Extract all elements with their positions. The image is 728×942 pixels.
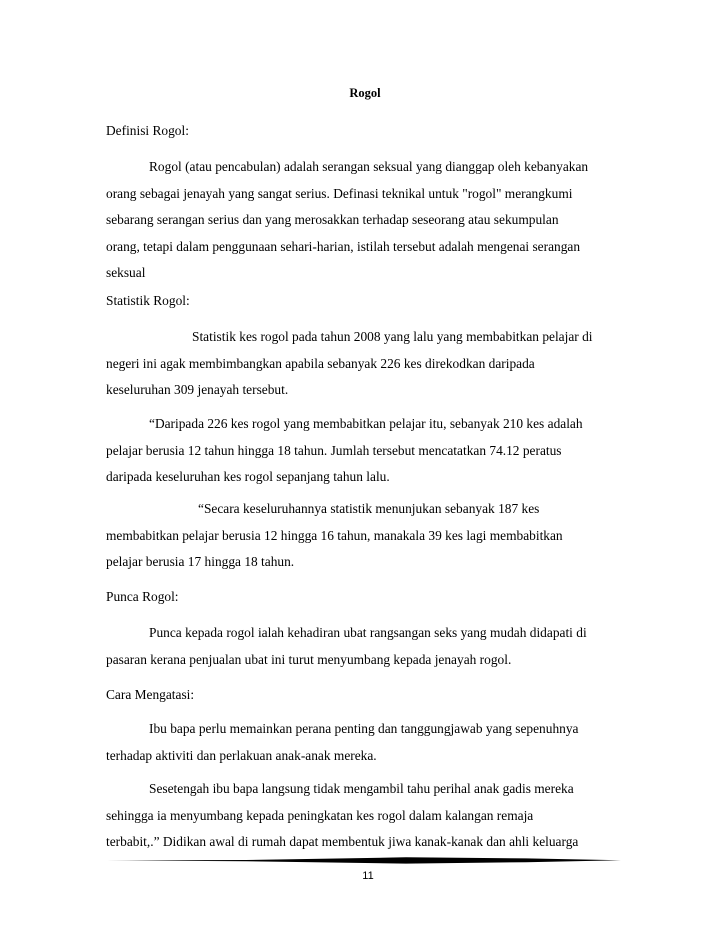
definisi-heading bbox=[106, 118, 626, 145]
heading-text: Definisi Rogol: bbox=[106, 123, 189, 138]
paragraph-line: terbabit,.” Didikan awal di rumah dapat membentuk jiwa kanak-kanak dan ahli keluarga bbox=[106, 834, 579, 849]
paragraph-line: keseluruhan 309 jenayah tersebut. bbox=[106, 382, 289, 397]
paragraph-line: orang, tetapi dalam penggunaan sehari-harian, istilah tersebut adalah mengenai serangan bbox=[106, 238, 581, 254]
paragraph-line: pasaran kerana penjualan ubat ini turut menyumbang kepada jenayah rogol. bbox=[106, 651, 512, 667]
paragraph-line: daripada keseluruhan kes rogol sepanjang tahun lalu. bbox=[106, 469, 390, 484]
paragraph-line: pelajar berusia 12 tahun hingga 18 tahun. Jumlah tersebut mencatatkan 74.12 peratus bbox=[106, 442, 562, 458]
punca-paragraph bbox=[106, 620, 626, 673]
footer-divider-stroke bbox=[106, 857, 621, 863]
paragraph-line: Rogol (atau pencabulan) adalah serangan seksual yang dianggap oleh kebanyakan bbox=[149, 159, 589, 174]
statistik-paragraph-1 bbox=[106, 324, 626, 404]
paragraph-line: “Daripada 226 kes rogol yang membabitkan pelajar itu, sebanyak 210 kes adalah bbox=[149, 416, 583, 431]
statistik-heading bbox=[106, 288, 626, 315]
statistik-paragraph-2 bbox=[106, 411, 626, 491]
paragraph-line: Sesetengah ibu bapa langsung tidak mengambil tahu perihal anak gadis mereka bbox=[149, 781, 574, 796]
paragraph-line: sehingga ia menyumbang kepada peningkatan kes rogol dalam kalangan remaja bbox=[106, 807, 534, 823]
paragraph-line: membabitkan pelajar berusia 12 hingga 16 tahun, manakala 39 kes lagi membabitkan bbox=[106, 527, 563, 543]
paragraph-line: terhadap aktiviti dan perlakuan anak-anak mereka. bbox=[106, 747, 377, 763]
cara-heading bbox=[106, 682, 626, 709]
paragraph-line: Statistik kes rogol pada tahun 2008 yang lalu yang membabitkan pelajar di bbox=[192, 329, 593, 344]
paragraph-line: negeri ini agak membimbangkan apabila sebanyak 226 kes direkodkan daripada bbox=[106, 355, 535, 371]
paragraph-line: orang sebagai jenayah yang sangat serius. Definasi teknikal untuk "rogol" merangkumi bbox=[106, 185, 573, 201]
cara-paragraph-1 bbox=[106, 716, 626, 769]
paragraph-line: seksual bbox=[106, 265, 146, 280]
paragraph-line: “Secara keseluruhannya statistik menunjukan sebanyak 187 kes bbox=[198, 501, 540, 516]
paragraph-line: sebarang serangan serius dan yang merosakkan terhadap seseorang atau sekumpulan bbox=[106, 212, 559, 227]
heading-text: Statistik Rogol: bbox=[106, 293, 190, 308]
definisi-paragraph bbox=[106, 154, 626, 287]
footer-divider bbox=[106, 857, 621, 864]
paragraph-line: Punca kepada rogol ialah kehadiran ubat rangsangan seks yang mudah didapati di bbox=[149, 625, 587, 640]
punca-heading bbox=[106, 584, 626, 611]
page-number: 11 bbox=[362, 870, 374, 882]
paragraph-line: pelajar berusia 17 hingga 18 tahun. bbox=[106, 554, 295, 569]
cara-paragraph-2 bbox=[106, 776, 626, 856]
heading-text: Cara Mengatasi: bbox=[106, 687, 195, 702]
paragraph-line: Ibu bapa perlu memainkan perana penting dan tanggungjawab yang sepenuhnya bbox=[149, 721, 579, 736]
document-title: Rogol bbox=[349, 86, 381, 100]
heading-text: Punca Rogol: bbox=[106, 589, 179, 604]
statistik-paragraph-3 bbox=[106, 496, 626, 576]
